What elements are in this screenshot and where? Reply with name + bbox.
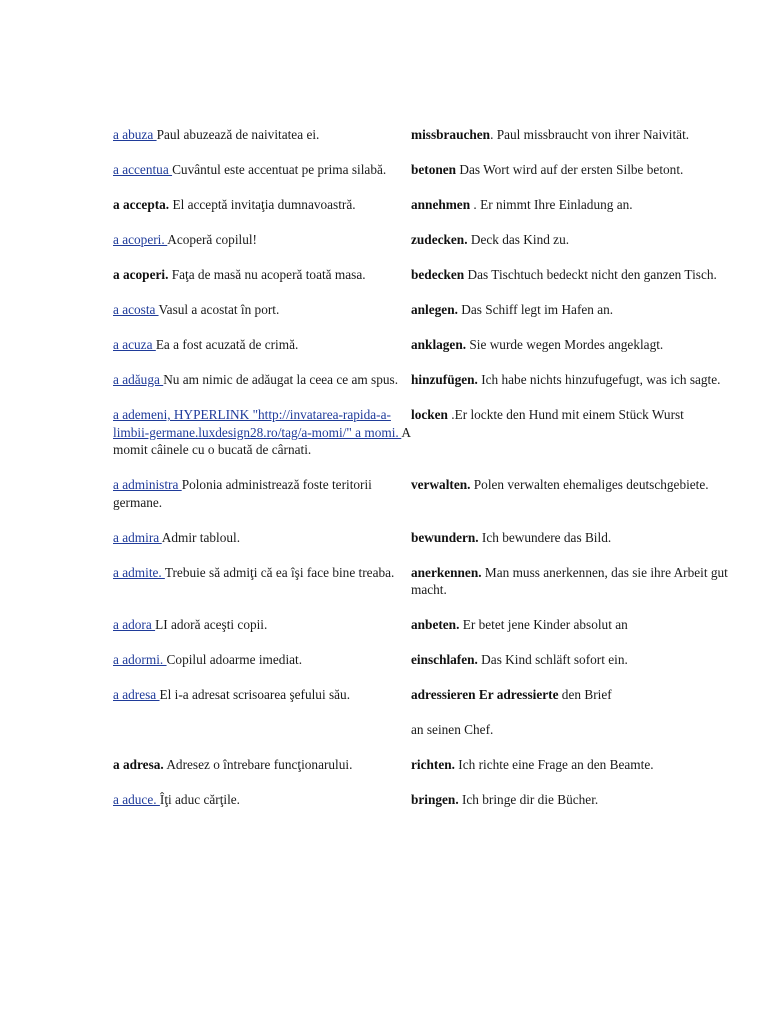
german-cell [411,161,733,179]
german-cell [411,476,733,511]
german-example: Er betet jene Kinder absolut an [459,617,628,632]
vocab-row [113,301,733,319]
romanian-verb-link[interactable]: a ademeni, HYPERLINK "http://invatarea-rapida-a-limbii-germane.luxdesign28.ro/tag/a-momi/" a momi. [113,407,402,440]
romanian-cell [113,651,411,669]
german-example: den Brief [558,687,612,702]
vocab-row [113,686,733,704]
romanian-example: A momit câinele cu o bucată de cârnati. [113,424,411,457]
vocab-row [113,266,733,284]
german-example: Das Kind schläft sofort ein. [477,652,628,667]
romanian-verb: a acoperi. [113,267,169,282]
romanian-verb-link[interactable]: a admira [113,529,162,545]
romanian-cell [113,791,411,809]
german-cell [411,196,733,214]
german-example: Ich habe nichts hinzufugefugt, was ich sagte. [477,372,721,387]
german-example: Das Wort wird auf der ersten Silbe betont. [456,162,684,177]
german-cell [411,371,733,389]
romanian-example: LI adoră aceşti copii. [155,617,268,632]
vocab-row [113,406,733,459]
german-verb: annehmen [411,197,471,212]
romanian-example: Copilul adoarme imediat. [166,652,303,667]
vocab-row [113,336,733,354]
german-verb: betonen [411,162,457,177]
romanian-cell [113,616,411,634]
german-cell [411,336,733,354]
romanian-cell [113,756,411,774]
romanian-example: Faţa de masă nu acoperă toată masa. [168,267,366,282]
german-example: Deck das Kind zu. [467,232,570,247]
romanian-example: El i-a adresat scrisoarea şefului său. [159,687,351,702]
romanian-cell [113,161,411,179]
german-cell [411,721,733,739]
romanian-verb: a adresa. [113,757,164,772]
romanian-cell [113,721,411,739]
romanian-verb-link[interactable]: a admite. [113,564,165,580]
romanian-cell [113,371,411,389]
romanian-example: Ea a fost acuzată de crimă. [155,337,299,352]
german-verb: anlegen. [411,302,458,317]
vocab-row [113,791,733,809]
german-verb: anerkennen. [411,564,482,580]
romanian-example: Adresez o întrebare funcţionarului. [163,757,353,772]
romanian-example: El acceptă invitaţia dumnavoastră. [169,197,356,212]
vocab-row [113,721,733,739]
german-verb: bedecken [411,267,465,282]
vocab-row [113,564,733,599]
vocab-row [113,651,733,669]
romanian-cell [113,406,411,459]
vocabulary-table [113,126,733,826]
german-example: an seinen Chef. [411,722,494,737]
romanian-example: Cuvântul este accentuat pe prima silabă. [172,162,387,177]
german-cell [411,231,733,249]
german-example: Ich bewundere das Bild. [478,529,612,545]
german-verb: einschlafen. [411,652,478,667]
romanian-example: Paul abuzează de naivitatea ei. [156,127,320,142]
german-cell [411,529,733,547]
german-example: Polen verwalten ehemaliges deutschgebiete. [470,477,709,492]
german-example: Man muss anerkennen, das sie ihre Arbeit gut macht. [411,564,728,597]
romanian-cell [113,196,411,214]
german-example: Sie wurde wegen Mordes angeklagt. [466,337,664,352]
german-verb: zudecken. [411,232,468,247]
german-example: Ich richte eine Frage an den Beamte. [454,757,654,772]
romanian-cell [113,231,411,249]
german-cell [411,651,733,669]
german-example: Das Tischtuch bedeckt nicht den ganzen Tisch. [464,267,717,282]
german-cell [411,266,733,284]
german-example: Das Schiff legt im Hafen an. [457,302,614,317]
german-example: .Er lockte den Hund mit einem Stück Wurst [447,407,684,422]
romanian-verb-link[interactable]: a administra [113,477,182,492]
vocab-row [113,476,733,511]
romanian-cell [113,266,411,284]
german-cell [411,756,733,774]
vocab-row [113,529,733,547]
romanian-verb-link[interactable]: a acuza [113,337,156,352]
romanian-verb-link[interactable]: a adora [113,617,156,632]
romanian-cell [113,686,411,704]
romanian-example: Trebuie să admiţi că ea îşi face bine treaba. [164,564,395,580]
romanian-example: Îţi aduc cărţile. [159,792,240,807]
romanian-cell [113,126,411,144]
vocab-row [113,756,733,774]
german-example: . Paul missbraucht von ihrer Naivität. [490,127,690,142]
german-cell [411,686,733,704]
german-verb: richten. [411,757,455,772]
german-verb: missbrauchen [411,127,491,142]
romanian-example: Nu am nimic de adăugat la ceea ce am spus. [163,372,399,387]
german-cell [411,791,733,809]
romanian-verb-link[interactable]: a aduce. [113,792,160,807]
romanian-verb: a accepta. [113,197,170,212]
german-example: . Er nimmt Ihre Einladung an. [470,197,633,212]
german-cell [411,616,733,634]
vocab-row [113,616,733,634]
german-cell [411,564,733,599]
german-verb: verwalten. [411,477,471,492]
romanian-verb-link[interactable]: a abuza [113,127,157,142]
romanian-example: Vasul a acostat în port. [158,302,280,317]
german-cell [411,406,733,459]
vocab-row [113,161,733,179]
romanian-cell [113,564,411,599]
romanian-verb-link[interactable]: a adormi. [113,652,167,667]
romanian-example: Polonia administrează foste teritorii germane. [113,477,372,510]
vocab-row [113,196,733,214]
german-cell [411,301,733,319]
romanian-cell [113,301,411,319]
german-verb: anklagen. [411,337,467,352]
german-verb: bringen. [411,792,459,807]
german-verb: locken [411,407,448,422]
german-verb: bewundern. [411,529,479,545]
romanian-cell [113,336,411,354]
romanian-cell [113,476,411,511]
romanian-example: Acoperă copilul! [167,232,257,247]
romanian-verb-link[interactable]: a adresa [113,687,160,702]
vocab-row [113,126,733,144]
german-cell [411,126,733,144]
romanian-verb-link[interactable]: a adăuga [113,372,164,387]
romanian-verb-link[interactable]: a acoperi. [113,232,168,247]
romanian-example: Admir tabloul. [161,529,241,545]
vocab-row [113,231,733,249]
vocab-row [113,371,733,389]
german-verb: adressieren Er adressierte [411,687,559,702]
german-verb: anbeten. [411,617,460,632]
romanian-cell [113,529,411,547]
romanian-verb-link[interactable]: a acosta [113,302,159,317]
german-verb: hinzufügen. [411,372,478,387]
german-example: Ich bringe dir die Bücher. [458,792,599,807]
romanian-verb-link[interactable]: a accentua [113,162,173,177]
